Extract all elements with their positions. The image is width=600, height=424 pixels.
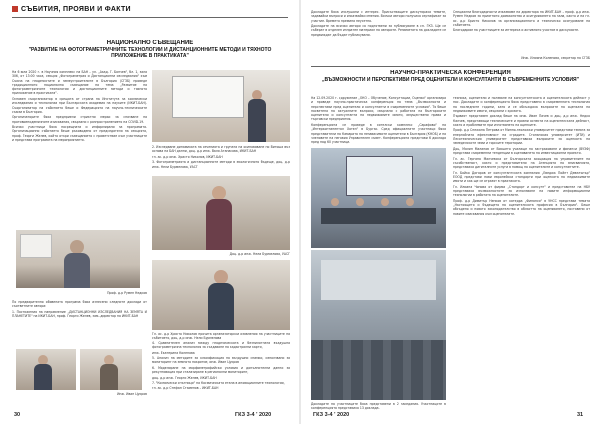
photo-speaker-nikolov (152, 260, 290, 330)
author: гл. ас. д-р Стефан Стаменов – ИКИТ-БАН (152, 386, 219, 390)
photo-speaker-nedkov (16, 230, 140, 288)
paragraph: По предварително обявената програма бяха изнесени следните доклади от съответните автори: (12, 300, 147, 309)
left-article-header (12, 40, 288, 64)
left-page (0, 0, 299, 424)
photo-speaker-right (80, 349, 142, 390)
paragraph: Докладите на участниците бяха представени в 2 заседания. Участниците в конференцията представиха 13 доклада. (311, 402, 446, 411)
photo-caption: Доц. д-р инж. Нели Бурмелова, УАСГ (229, 252, 290, 256)
paragraph: 7. "Космически спътници" на Космическата етапа в иновационните технологии, (152, 380, 285, 385)
paragraph: 1. Постижения на направление „ДИСТАНЦИОННИ ИЗСЛЕДВАНИЯ НА ЗЕМЯТА И ПЛАНЕТИТЕ" на ИКИТ-БАН, проф. Георги Желев, зам.-директор на ИКИТ-БАН (12, 309, 147, 319)
article-title: НАУЧНО-ПРАКТИЧЕСКА КОНФЕРЕНЦИЯ (390, 70, 511, 76)
top-right-text (453, 10, 590, 54)
photo-speaker-left (16, 349, 76, 390)
section-title-text: СЪБИТИЯ, ПРОЯВИ И ФАКТИ (21, 6, 131, 13)
paragraph: Проф. д-р Димитър Ненков от катедра „Финанси" в УНСС представи темата „Настоящето и бъдещето на оценителската професия в България". Беше обсъдено и новото законодателство в областта на оценяването, поставени от новите изисквания към оценителите. (453, 198, 590, 216)
top-left-text (311, 10, 446, 62)
issue-label: ГКЗ 3-4 ' 2020 (235, 412, 272, 418)
paragraph: Гл. ас. Гергана Малчевска от Българската асоциация на управителите на съсобственост, както и представители на Агенцията по вписванията, представиха дигиталните услуги в помощ на оценителите и консултантите. (453, 156, 590, 170)
article-subtitle: „ВЪЗМОЖНОСТИ И ПЕРСПЕКТИВИ ПРЕД ОЦЕНИТЕЛИ И КОНСУЛТАНТИ В СЪВРЕМЕННИТЕ УСЛОВИЯ" (321, 77, 580, 83)
photo-conference-stage (311, 148, 446, 248)
paragraph: Конференцията се проведе в хотелски комплекс „Сарафово" на „Интерконтинентал Хотел" в Бургас. Сред официалните участници бяха представители на Камарата на независимите оценители в България (КНОБ) и на членовете на неговия Управителен съвет. Конференцията представи 6 доклада пред над 60 участници. (311, 122, 446, 145)
section-rule (12, 17, 288, 18)
left-column-text-1 (12, 70, 147, 228)
photo-conference-audience (311, 250, 446, 400)
author: доц. д-р инж. Георги Желев, ИКИТ-БАН (152, 375, 217, 380)
right-page (301, 0, 600, 424)
section-title (12, 6, 131, 13)
paragraph: Благодарим на участниците за интереса и активното участие в дискусиите. (453, 28, 580, 33)
paragraph: На 12.09.2020 г. сдружение „ОКО – Обучение, Консултации, Оценки" организира и проведе научно-практическа конференция на тема „Възможности и перспективи пред оценители и консултанти в съвременните условия". Тя беше посветена на актуалните въпроси, свързани с работата на българските оценители и консултанти на недвижимите имоти, имуществени права и търговски предприятия. (311, 96, 446, 122)
paragraph: Доц. Малин Малинов от Висшето училище по застраховане и финанси (ВУЗФ) представи съвременни тенденции в оценяването на инвестиционни проекти. (453, 146, 590, 156)
article-title: НАЦИОНАЛНО СЪВЕЩАНИЕ (106, 40, 194, 46)
signature: Инж. Илияна Коленова, секретар на СГЗБ (521, 56, 590, 60)
right-page-col1-text (311, 96, 446, 146)
paragraph: 3. Фотограметрията и дистанционните методи в екологичното бъдеще, доц. д-р инж. Нели Бурмелова, УАСГ (152, 160, 290, 169)
photo-caption: Инж. Иван Цукров (117, 392, 147, 396)
right-article-header (311, 70, 590, 94)
paragraph: техника, оценители и ползване на консултантската и оценителската дейност у нас. Докладите и конференцията бяха представени в съвременната технология на последните години, като и се обсъждаха въпросите на оценката на недвижимите имоти, свързани с кризата. (453, 96, 590, 113)
photo-caption: Проф. д-р Румен Недков (107, 291, 147, 295)
issue-label: ГКЗ 3-4 ' 2020 (313, 412, 350, 418)
page-number: 30 (14, 412, 21, 418)
article-subtitle: "РАЗВИТИЕ НА ФОТОГРАМЕТРИЧНИТЕ ТЕХНОЛОГИИ И ДИСТАНЦИОННИТЕ МЕТОДИ И ТЯХНОТО ПРИЛОЖЕНИЕ В ПРАКТИКАТА" (28, 47, 272, 59)
paragraph: Гл. Илиана Чонова от фирма „Стандарт и консулт" и представител на НБУ представиха възможностите за използване на новите информационни технологии в работата на оценителите. (453, 184, 590, 198)
paragraph: Гл. Бойко Дигаров от консултантската компания „Еведаж Пойнт Девелъпър" ЕООД представи нови европейски стандарти при оценката на недвижимите имоти и как ще се отразят в практиката. (453, 170, 590, 184)
section-marker-icon (12, 6, 18, 12)
paragraph: 4. Сравнителен анализ между геодезическата и безпилотната въздушна фотограметрична технология за създаване на кадастрални карти, (152, 341, 290, 350)
author: инж. Екатерина Коленова (152, 350, 195, 355)
paragraph: Проф. д-р Снежана Петрова от Минно-геоложки университет представи темата за енергийната ефективност на сградите. Стопанския университет (ИТИ) и Лесотехническия университет представиха въпросите за оценката на земеделските земи и горските територии. (453, 128, 590, 146)
paragraph: гл. ас. д-р инж. Христо Николов, ИКИТ-БАН (152, 154, 223, 159)
paragraph: Първият представен доклад беше на инж. Иван Пачев и доц. д-р инж. Недко Калчев, представящи техническите и правни аспекти на оценителската дейност, както и проблемите при изготвянето на оценките. (453, 114, 590, 127)
paragraph: Всички участници бяха посрещнати и информирани за програмата. Организационно събитието беше ръководено от председателя на секцията, проф. Георги Желев, който откри съвещанието с приветствие към участниците и представи програмата на мероприятието. (12, 125, 147, 143)
right-page-col1-bottom (311, 402, 446, 411)
paragraph: 5. Анализ на методите за класификация на въздушни снимки, използвани за мониторинг на земното покритие, инж. Иван Цукров (152, 356, 290, 365)
paragraph: Докладите на всички автори са подготвени за публикуване в сп. ГКЗ. Ще се съберат в отделен изпратен материал на авторите. Резюметата на докладите се предвиждат да бъдат публикувани. (311, 24, 446, 37)
right-page-col2-text (453, 96, 590, 402)
paragraph: Основен съорганизатор в срещата от страна на Института за космически изследвания и технологии при Българската академия на науките (ИКИТ-БАН). Съорганизатор на събитието беше и Федерацията на научно-техническите съюзи в България. (12, 96, 147, 114)
paragraph: Организаторите бяха предприели стриктни мерки за спазване на противоепидемичните изисквания, свързани с разпространението на COVID-19. (12, 115, 147, 124)
left-column-text-2 (12, 300, 147, 350)
paragraph: На 6 юли 2020 г. в Научния комплекс на БАН – ул. „Акад. Г. Бончев", бл. 1, зала 306, от 13:00 часа, секция „Фотограметрия и Дистанционни изследвания" към Съюза на геодезистите и земеустроителите в България (СГЗБ) проведе традиционното национално съвещание на тема „Развитие на фотограметричните технологии и дистанционните методи и тяхното приложение в практиката". (12, 70, 147, 96)
paragraph: Специални благодарности изказваме на директора на ИКИТ-БАН – проф. д-р инж. Румен Недков за приятното домакинство и осигуряването на зала, както и на гл. ас. д-р Христо Николов за организационното и техническо осигуряване на събитието. (453, 10, 590, 27)
caption: Гл. ас. д-р Христо Николов прочита организаторски изявления на участниците на събитието, доц. д-р инж. Нели Бурмелова (152, 332, 290, 340)
paragraph: Докладите бяха изслушани с интерес. Присъстващите дискутираха темите, задавайки въпроси и изказвайки мнения. Всички автори получиха сертификат за участие. Времето премина неусетно. (311, 10, 446, 23)
page-number: 31 (577, 412, 584, 418)
right-column-text-2 (152, 332, 290, 390)
paragraph: 2. Изследване динамиката на сеченията и групата на осиновяване по Витоша въз основа на БАН данни, доц. д-р инж. Валя Атанасова, ИКИТ-БАН (152, 145, 290, 154)
article-divider (311, 66, 590, 67)
photo-speaker-burmelova (152, 176, 290, 250)
right-column-text-1 (152, 145, 290, 173)
photo-presentation (152, 70, 290, 142)
paragraph: 6. Моделиране на морфометрифийски условия и допълнителни данни за рекултивация при сталазиране в регионални мониторинг, (152, 365, 290, 375)
